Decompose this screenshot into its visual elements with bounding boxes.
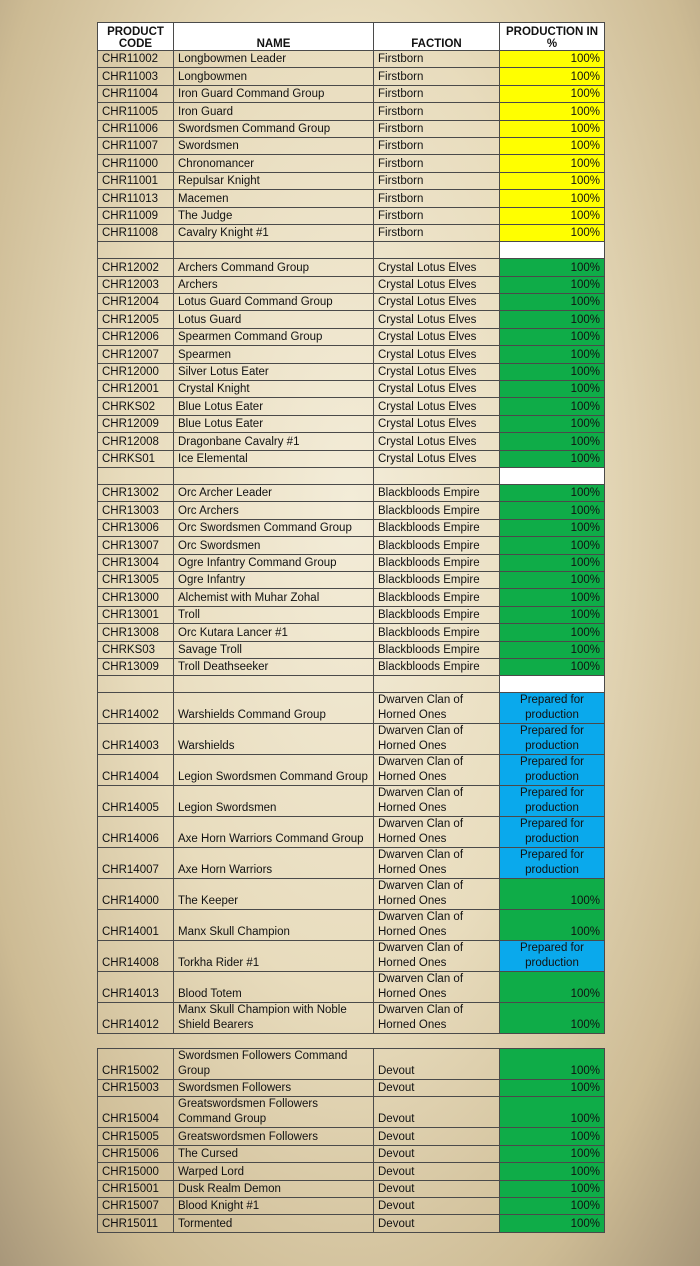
product-code-cell: CHR14013 bbox=[98, 972, 174, 1003]
product-code-cell: CHR13005 bbox=[98, 571, 174, 588]
table-row bbox=[98, 381, 605, 398]
faction-cell: Firstborn bbox=[374, 85, 500, 102]
table-row bbox=[98, 259, 605, 276]
header-row bbox=[98, 23, 605, 51]
name-cell: Spearmen bbox=[174, 346, 374, 363]
name-cell: Blood Knight #1 bbox=[174, 1197, 374, 1214]
production-cell: 100% bbox=[500, 1215, 605, 1232]
production-cell: 100% bbox=[500, 450, 605, 467]
product-code-cell: CHR15003 bbox=[98, 1080, 174, 1097]
name-cell: Longbowmen Leader bbox=[174, 51, 374, 68]
table-row bbox=[98, 554, 605, 571]
faction-cell: Dwarven Clan of Horned Ones bbox=[374, 848, 500, 879]
production-cell: 100% bbox=[500, 381, 605, 398]
product-code-cell: CHR15000 bbox=[98, 1163, 174, 1180]
spacer-row bbox=[98, 242, 605, 259]
faction-cell: Firstborn bbox=[374, 224, 500, 241]
product-code-cell: CHR14001 bbox=[98, 910, 174, 941]
production-cell: 100% bbox=[500, 207, 605, 224]
faction-cell: Devout bbox=[374, 1180, 500, 1197]
name-cell: Savage Troll bbox=[174, 641, 374, 658]
table-row bbox=[98, 1180, 605, 1197]
name-cell: Axe Horn Warriors bbox=[174, 848, 374, 879]
faction-cell: Dwarven Clan of Horned Ones bbox=[374, 817, 500, 848]
table-body-devout bbox=[98, 1049, 605, 1233]
product-code-cell: CHR14012 bbox=[98, 1003, 174, 1034]
production-cell: 100% bbox=[500, 1180, 605, 1197]
production-cell: 100% bbox=[500, 606, 605, 623]
faction-cell: Blackbloods Empire bbox=[374, 537, 500, 554]
production-cell: 100% bbox=[500, 1003, 605, 1034]
name-cell: Chronomancer bbox=[174, 155, 374, 172]
header-faction: FACTION bbox=[374, 23, 500, 51]
table-row bbox=[98, 276, 605, 293]
faction-cell: Blackbloods Empire bbox=[374, 658, 500, 675]
faction-cell: Blackbloods Empire bbox=[374, 589, 500, 606]
spacer-cell bbox=[500, 467, 605, 484]
name-cell: Longbowmen bbox=[174, 68, 374, 85]
faction-cell: Crystal Lotus Elves bbox=[374, 311, 500, 328]
production-cell: Prepared for production bbox=[500, 848, 605, 879]
header-production: PRODUCTION IN % bbox=[500, 23, 605, 51]
table-row bbox=[98, 415, 605, 432]
production-cell: 100% bbox=[500, 879, 605, 910]
product-code-cell: CHR13000 bbox=[98, 589, 174, 606]
spacer-cell bbox=[174, 242, 374, 259]
table-row bbox=[98, 972, 605, 1003]
product-code-cell: CHR14008 bbox=[98, 941, 174, 972]
faction-cell: Dwarven Clan of Horned Ones bbox=[374, 1003, 500, 1034]
name-cell: Orc Archers bbox=[174, 502, 374, 519]
faction-cell: Blackbloods Empire bbox=[374, 502, 500, 519]
name-cell: Iron Guard bbox=[174, 103, 374, 120]
table-row bbox=[98, 571, 605, 588]
product-code-cell: CHR14003 bbox=[98, 724, 174, 755]
product-code-cell: CHR14006 bbox=[98, 817, 174, 848]
faction-cell: Crystal Lotus Elves bbox=[374, 415, 500, 432]
production-cell: 100% bbox=[500, 433, 605, 450]
product-code-cell: CHR13004 bbox=[98, 554, 174, 571]
name-cell: Orc Archer Leader bbox=[174, 484, 374, 501]
table-row bbox=[98, 606, 605, 623]
product-code-cell: CHR11007 bbox=[98, 137, 174, 154]
faction-cell: Firstborn bbox=[374, 137, 500, 154]
product-code-cell: CHRKS02 bbox=[98, 398, 174, 415]
production-cell: 100% bbox=[500, 137, 605, 154]
product-code-cell: CHR13006 bbox=[98, 519, 174, 536]
faction-cell: Blackbloods Empire bbox=[374, 571, 500, 588]
faction-cell: Firstborn bbox=[374, 190, 500, 207]
product-code-cell: CHR15001 bbox=[98, 1180, 174, 1197]
product-code-cell: CHR12008 bbox=[98, 433, 174, 450]
product-code-cell: CHR15002 bbox=[98, 1049, 174, 1080]
name-cell: Macemen bbox=[174, 190, 374, 207]
name-cell: Swordsmen bbox=[174, 137, 374, 154]
production-cell: 100% bbox=[500, 972, 605, 1003]
product-code-cell: CHR12003 bbox=[98, 276, 174, 293]
product-code-cell: CHRKS03 bbox=[98, 641, 174, 658]
table-row bbox=[98, 155, 605, 172]
header-name: NAME bbox=[174, 23, 374, 51]
name-cell: Manx Skull Champion with Noble Shield Bearers bbox=[174, 1003, 374, 1034]
faction-cell: Crystal Lotus Elves bbox=[374, 363, 500, 380]
name-cell: Warped Lord bbox=[174, 1163, 374, 1180]
faction-cell: Dwarven Clan of Horned Ones bbox=[374, 910, 500, 941]
faction-cell: Devout bbox=[374, 1215, 500, 1232]
product-code-cell: CHR11005 bbox=[98, 103, 174, 120]
spacer-cell bbox=[500, 676, 605, 693]
name-cell: Ogre Infantry bbox=[174, 571, 374, 588]
production-cell: 100% bbox=[500, 103, 605, 120]
table-row bbox=[98, 294, 605, 311]
production-cell: 100% bbox=[500, 155, 605, 172]
product-code-cell: CHR12007 bbox=[98, 346, 174, 363]
table-row bbox=[98, 85, 605, 102]
product-code-cell: CHR12001 bbox=[98, 381, 174, 398]
table-row bbox=[98, 817, 605, 848]
name-cell: The Keeper bbox=[174, 879, 374, 910]
faction-cell: Firstborn bbox=[374, 155, 500, 172]
faction-cell: Dwarven Clan of Horned Ones bbox=[374, 972, 500, 1003]
table-row bbox=[98, 589, 605, 606]
table-row bbox=[98, 786, 605, 817]
production-cell: 100% bbox=[500, 259, 605, 276]
table-row bbox=[98, 1003, 605, 1034]
production-cell: Prepared for production bbox=[500, 786, 605, 817]
table-row bbox=[98, 103, 605, 120]
name-cell: Swordsmen Followers bbox=[174, 1080, 374, 1097]
name-cell: Greatswordsmen Followers bbox=[174, 1128, 374, 1145]
faction-cell: Crystal Lotus Elves bbox=[374, 328, 500, 345]
production-cell: 100% bbox=[500, 224, 605, 241]
name-cell: Orc Kutara Lancer #1 bbox=[174, 624, 374, 641]
table-row bbox=[98, 1145, 605, 1162]
table-row bbox=[98, 910, 605, 941]
faction-cell: Firstborn bbox=[374, 51, 500, 68]
name-cell: Silver Lotus Eater bbox=[174, 363, 374, 380]
production-cell: 100% bbox=[500, 415, 605, 432]
spacer-cell bbox=[98, 467, 174, 484]
product-code-cell: CHR11000 bbox=[98, 155, 174, 172]
production-cell: 100% bbox=[500, 363, 605, 380]
production-cell: 100% bbox=[500, 68, 605, 85]
production-cell: 100% bbox=[500, 624, 605, 641]
spacer-row bbox=[98, 467, 605, 484]
product-code-cell: CHR11013 bbox=[98, 190, 174, 207]
name-cell: Axe Horn Warriors Command Group bbox=[174, 817, 374, 848]
table-row bbox=[98, 1163, 605, 1180]
production-table-main bbox=[97, 22, 605, 1034]
faction-cell: Dwarven Clan of Horned Ones bbox=[374, 755, 500, 786]
faction-cell: Firstborn bbox=[374, 207, 500, 224]
table-row bbox=[98, 190, 605, 207]
name-cell: Dragonbane Cavalry #1 bbox=[174, 433, 374, 450]
table-row bbox=[98, 693, 605, 724]
production-cell: 100% bbox=[500, 1163, 605, 1180]
faction-cell: Blackbloods Empire bbox=[374, 519, 500, 536]
production-cell: Prepared for production bbox=[500, 817, 605, 848]
faction-cell: Crystal Lotus Elves bbox=[374, 381, 500, 398]
table-row bbox=[98, 433, 605, 450]
name-cell: Spearmen Command Group bbox=[174, 328, 374, 345]
product-code-cell: CHR11008 bbox=[98, 224, 174, 241]
product-code-cell: CHR11001 bbox=[98, 172, 174, 189]
spacer-cell bbox=[374, 242, 500, 259]
table-row bbox=[98, 346, 605, 363]
product-code-cell: CHR14000 bbox=[98, 879, 174, 910]
spacer-row bbox=[98, 676, 605, 693]
header-product-code: PRODUCT CODE bbox=[98, 23, 174, 51]
product-code-cell: CHR15005 bbox=[98, 1128, 174, 1145]
product-code-cell: CHR15004 bbox=[98, 1097, 174, 1128]
table-row bbox=[98, 755, 605, 786]
table-row bbox=[98, 724, 605, 755]
table-row bbox=[98, 484, 605, 501]
table-row bbox=[98, 519, 605, 536]
product-code-cell: CHRKS01 bbox=[98, 450, 174, 467]
faction-cell: Devout bbox=[374, 1049, 500, 1080]
table-row bbox=[98, 537, 605, 554]
name-cell: Archers bbox=[174, 276, 374, 293]
faction-cell: Blackbloods Empire bbox=[374, 624, 500, 641]
faction-cell: Firstborn bbox=[374, 68, 500, 85]
name-cell: Blood Totem bbox=[174, 972, 374, 1003]
table-row bbox=[98, 941, 605, 972]
table-row bbox=[98, 1049, 605, 1080]
product-code-cell: CHR12005 bbox=[98, 311, 174, 328]
production-cell: 100% bbox=[500, 51, 605, 68]
table-body-main bbox=[98, 51, 605, 1034]
production-cell: 100% bbox=[500, 571, 605, 588]
table-row bbox=[98, 207, 605, 224]
faction-cell: Dwarven Clan of Horned Ones bbox=[374, 786, 500, 817]
faction-cell: Dwarven Clan of Horned Ones bbox=[374, 879, 500, 910]
faction-cell: Blackbloods Empire bbox=[374, 606, 500, 623]
faction-cell: Crystal Lotus Elves bbox=[374, 450, 500, 467]
faction-cell: Firstborn bbox=[374, 172, 500, 189]
production-cell: 100% bbox=[500, 537, 605, 554]
production-cell: Prepared for production bbox=[500, 693, 605, 724]
faction-cell: Devout bbox=[374, 1163, 500, 1180]
table-row bbox=[98, 879, 605, 910]
name-cell: Legion Swordsmen bbox=[174, 786, 374, 817]
table-row bbox=[98, 848, 605, 879]
table-row bbox=[98, 68, 605, 85]
product-code-cell: CHR11002 bbox=[98, 51, 174, 68]
table-row bbox=[98, 398, 605, 415]
product-code-cell: CHR13003 bbox=[98, 502, 174, 519]
spacer-cell bbox=[174, 676, 374, 693]
product-code-cell: CHR11004 bbox=[98, 85, 174, 102]
name-cell: Warshields bbox=[174, 724, 374, 755]
production-cell: 100% bbox=[500, 641, 605, 658]
faction-cell: Dwarven Clan of Horned Ones bbox=[374, 693, 500, 724]
faction-cell: Crystal Lotus Elves bbox=[374, 294, 500, 311]
product-code-cell: CHR13007 bbox=[98, 537, 174, 554]
production-cell: 100% bbox=[500, 1049, 605, 1080]
production-cell: Prepared for production bbox=[500, 724, 605, 755]
spacer-cell bbox=[174, 467, 374, 484]
faction-cell: Dwarven Clan of Horned Ones bbox=[374, 724, 500, 755]
product-code-cell: CHR12004 bbox=[98, 294, 174, 311]
name-cell: Greatswordsmen Followers Command Group bbox=[174, 1097, 374, 1128]
table-row bbox=[98, 658, 605, 675]
name-cell: Swordsmen Command Group bbox=[174, 120, 374, 137]
product-code-cell: CHR15007 bbox=[98, 1197, 174, 1214]
name-cell: The Cursed bbox=[174, 1145, 374, 1162]
name-cell: Troll bbox=[174, 606, 374, 623]
table-row bbox=[98, 450, 605, 467]
spacer-cell bbox=[98, 676, 174, 693]
production-cell: 100% bbox=[500, 398, 605, 415]
product-code-cell: CHR14002 bbox=[98, 693, 174, 724]
product-code-cell: CHR11003 bbox=[98, 68, 174, 85]
production-cell: 100% bbox=[500, 172, 605, 189]
name-cell: Alchemist with Muhar Zohal bbox=[174, 589, 374, 606]
table-row bbox=[98, 172, 605, 189]
product-code-cell: CHR13002 bbox=[98, 484, 174, 501]
table-row bbox=[98, 502, 605, 519]
name-cell: Troll Deathseeker bbox=[174, 658, 374, 675]
name-cell: Torkha Rider #1 bbox=[174, 941, 374, 972]
table-row bbox=[98, 1128, 605, 1145]
faction-cell: Crystal Lotus Elves bbox=[374, 433, 500, 450]
faction-cell: Crystal Lotus Elves bbox=[374, 259, 500, 276]
table-row bbox=[98, 51, 605, 68]
name-cell: Iron Guard Command Group bbox=[174, 85, 374, 102]
production-cell: 100% bbox=[500, 311, 605, 328]
name-cell: Blue Lotus Eater bbox=[174, 398, 374, 415]
production-cell: 100% bbox=[500, 276, 605, 293]
product-code-cell: CHR12006 bbox=[98, 328, 174, 345]
table-row bbox=[98, 624, 605, 641]
production-cell: 100% bbox=[500, 346, 605, 363]
product-code-cell: CHR14007 bbox=[98, 848, 174, 879]
faction-cell: Blackbloods Empire bbox=[374, 484, 500, 501]
name-cell: Lotus Guard Command Group bbox=[174, 294, 374, 311]
name-cell: Orc Swordsmen Command Group bbox=[174, 519, 374, 536]
production-cell: 100% bbox=[500, 1097, 605, 1128]
production-cell: 100% bbox=[500, 658, 605, 675]
name-cell: Dusk Realm Demon bbox=[174, 1180, 374, 1197]
table-row bbox=[98, 224, 605, 241]
name-cell: Legion Swordsmen Command Group bbox=[174, 755, 374, 786]
product-code-cell: CHR15011 bbox=[98, 1215, 174, 1232]
production-cell: 100% bbox=[500, 1197, 605, 1214]
faction-cell: Crystal Lotus Elves bbox=[374, 398, 500, 415]
table-row bbox=[98, 363, 605, 380]
faction-cell: Blackbloods Empire bbox=[374, 641, 500, 658]
product-code-cell: CHR14005 bbox=[98, 786, 174, 817]
product-code-cell: CHR13009 bbox=[98, 658, 174, 675]
product-code-cell: CHR13001 bbox=[98, 606, 174, 623]
product-code-cell: CHR12000 bbox=[98, 363, 174, 380]
product-code-cell: CHR11009 bbox=[98, 207, 174, 224]
faction-cell: Devout bbox=[374, 1080, 500, 1097]
production-cell: 100% bbox=[500, 502, 605, 519]
name-cell: Crystal Knight bbox=[174, 381, 374, 398]
name-cell: Blue Lotus Eater bbox=[174, 415, 374, 432]
production-cell: Prepared for production bbox=[500, 941, 605, 972]
production-cell: 100% bbox=[500, 190, 605, 207]
table-row bbox=[98, 1215, 605, 1232]
faction-cell: Devout bbox=[374, 1097, 500, 1128]
production-cell: 100% bbox=[500, 484, 605, 501]
table-row bbox=[98, 1097, 605, 1128]
production-cell: 100% bbox=[500, 910, 605, 941]
faction-cell: Devout bbox=[374, 1128, 500, 1145]
name-cell: Orc Swordsmen bbox=[174, 537, 374, 554]
faction-cell: Devout bbox=[374, 1145, 500, 1162]
name-cell: Tormented bbox=[174, 1215, 374, 1232]
name-cell: Lotus Guard bbox=[174, 311, 374, 328]
production-cell: 100% bbox=[500, 328, 605, 345]
name-cell: Ogre Infantry Command Group bbox=[174, 554, 374, 571]
spacer-cell bbox=[500, 242, 605, 259]
name-cell: Warshields Command Group bbox=[174, 693, 374, 724]
name-cell: The Judge bbox=[174, 207, 374, 224]
table-row bbox=[98, 120, 605, 137]
product-code-cell: CHR15006 bbox=[98, 1145, 174, 1162]
spacer-cell bbox=[374, 467, 500, 484]
table-row bbox=[98, 328, 605, 345]
table-row bbox=[98, 137, 605, 154]
production-table-devout bbox=[97, 1048, 605, 1233]
name-cell: Repulsar Knight bbox=[174, 172, 374, 189]
name-cell: Archers Command Group bbox=[174, 259, 374, 276]
faction-cell: Blackbloods Empire bbox=[374, 554, 500, 571]
faction-cell: Devout bbox=[374, 1197, 500, 1214]
name-cell: Ice Elemental bbox=[174, 450, 374, 467]
product-code-cell: CHR11006 bbox=[98, 120, 174, 137]
faction-cell: Crystal Lotus Elves bbox=[374, 276, 500, 293]
production-cell: 100% bbox=[500, 120, 605, 137]
faction-cell: Firstborn bbox=[374, 103, 500, 120]
spacer-cell bbox=[98, 242, 174, 259]
name-cell: Manx Skull Champion bbox=[174, 910, 374, 941]
production-cell: 100% bbox=[500, 519, 605, 536]
table-row bbox=[98, 311, 605, 328]
product-code-cell: CHR12002 bbox=[98, 259, 174, 276]
product-code-cell: CHR13008 bbox=[98, 624, 174, 641]
table-row bbox=[98, 641, 605, 658]
production-cell: 100% bbox=[500, 1080, 605, 1097]
production-cell: 100% bbox=[500, 85, 605, 102]
table-row bbox=[98, 1080, 605, 1097]
production-cell: 100% bbox=[500, 1145, 605, 1162]
product-code-cell: CHR12009 bbox=[98, 415, 174, 432]
name-cell: Cavalry Knight #1 bbox=[174, 224, 374, 241]
product-code-cell: CHR14004 bbox=[98, 755, 174, 786]
production-cell: 100% bbox=[500, 589, 605, 606]
faction-cell: Crystal Lotus Elves bbox=[374, 346, 500, 363]
production-cell: Prepared for production bbox=[500, 755, 605, 786]
faction-cell: Firstborn bbox=[374, 120, 500, 137]
production-cell: 100% bbox=[500, 294, 605, 311]
production-cell: 100% bbox=[500, 1128, 605, 1145]
table-row bbox=[98, 1197, 605, 1214]
faction-cell: Dwarven Clan of Horned Ones bbox=[374, 941, 500, 972]
name-cell: Swordsmen Followers Command Group bbox=[174, 1049, 374, 1080]
spacer-cell bbox=[374, 676, 500, 693]
production-cell: 100% bbox=[500, 554, 605, 571]
